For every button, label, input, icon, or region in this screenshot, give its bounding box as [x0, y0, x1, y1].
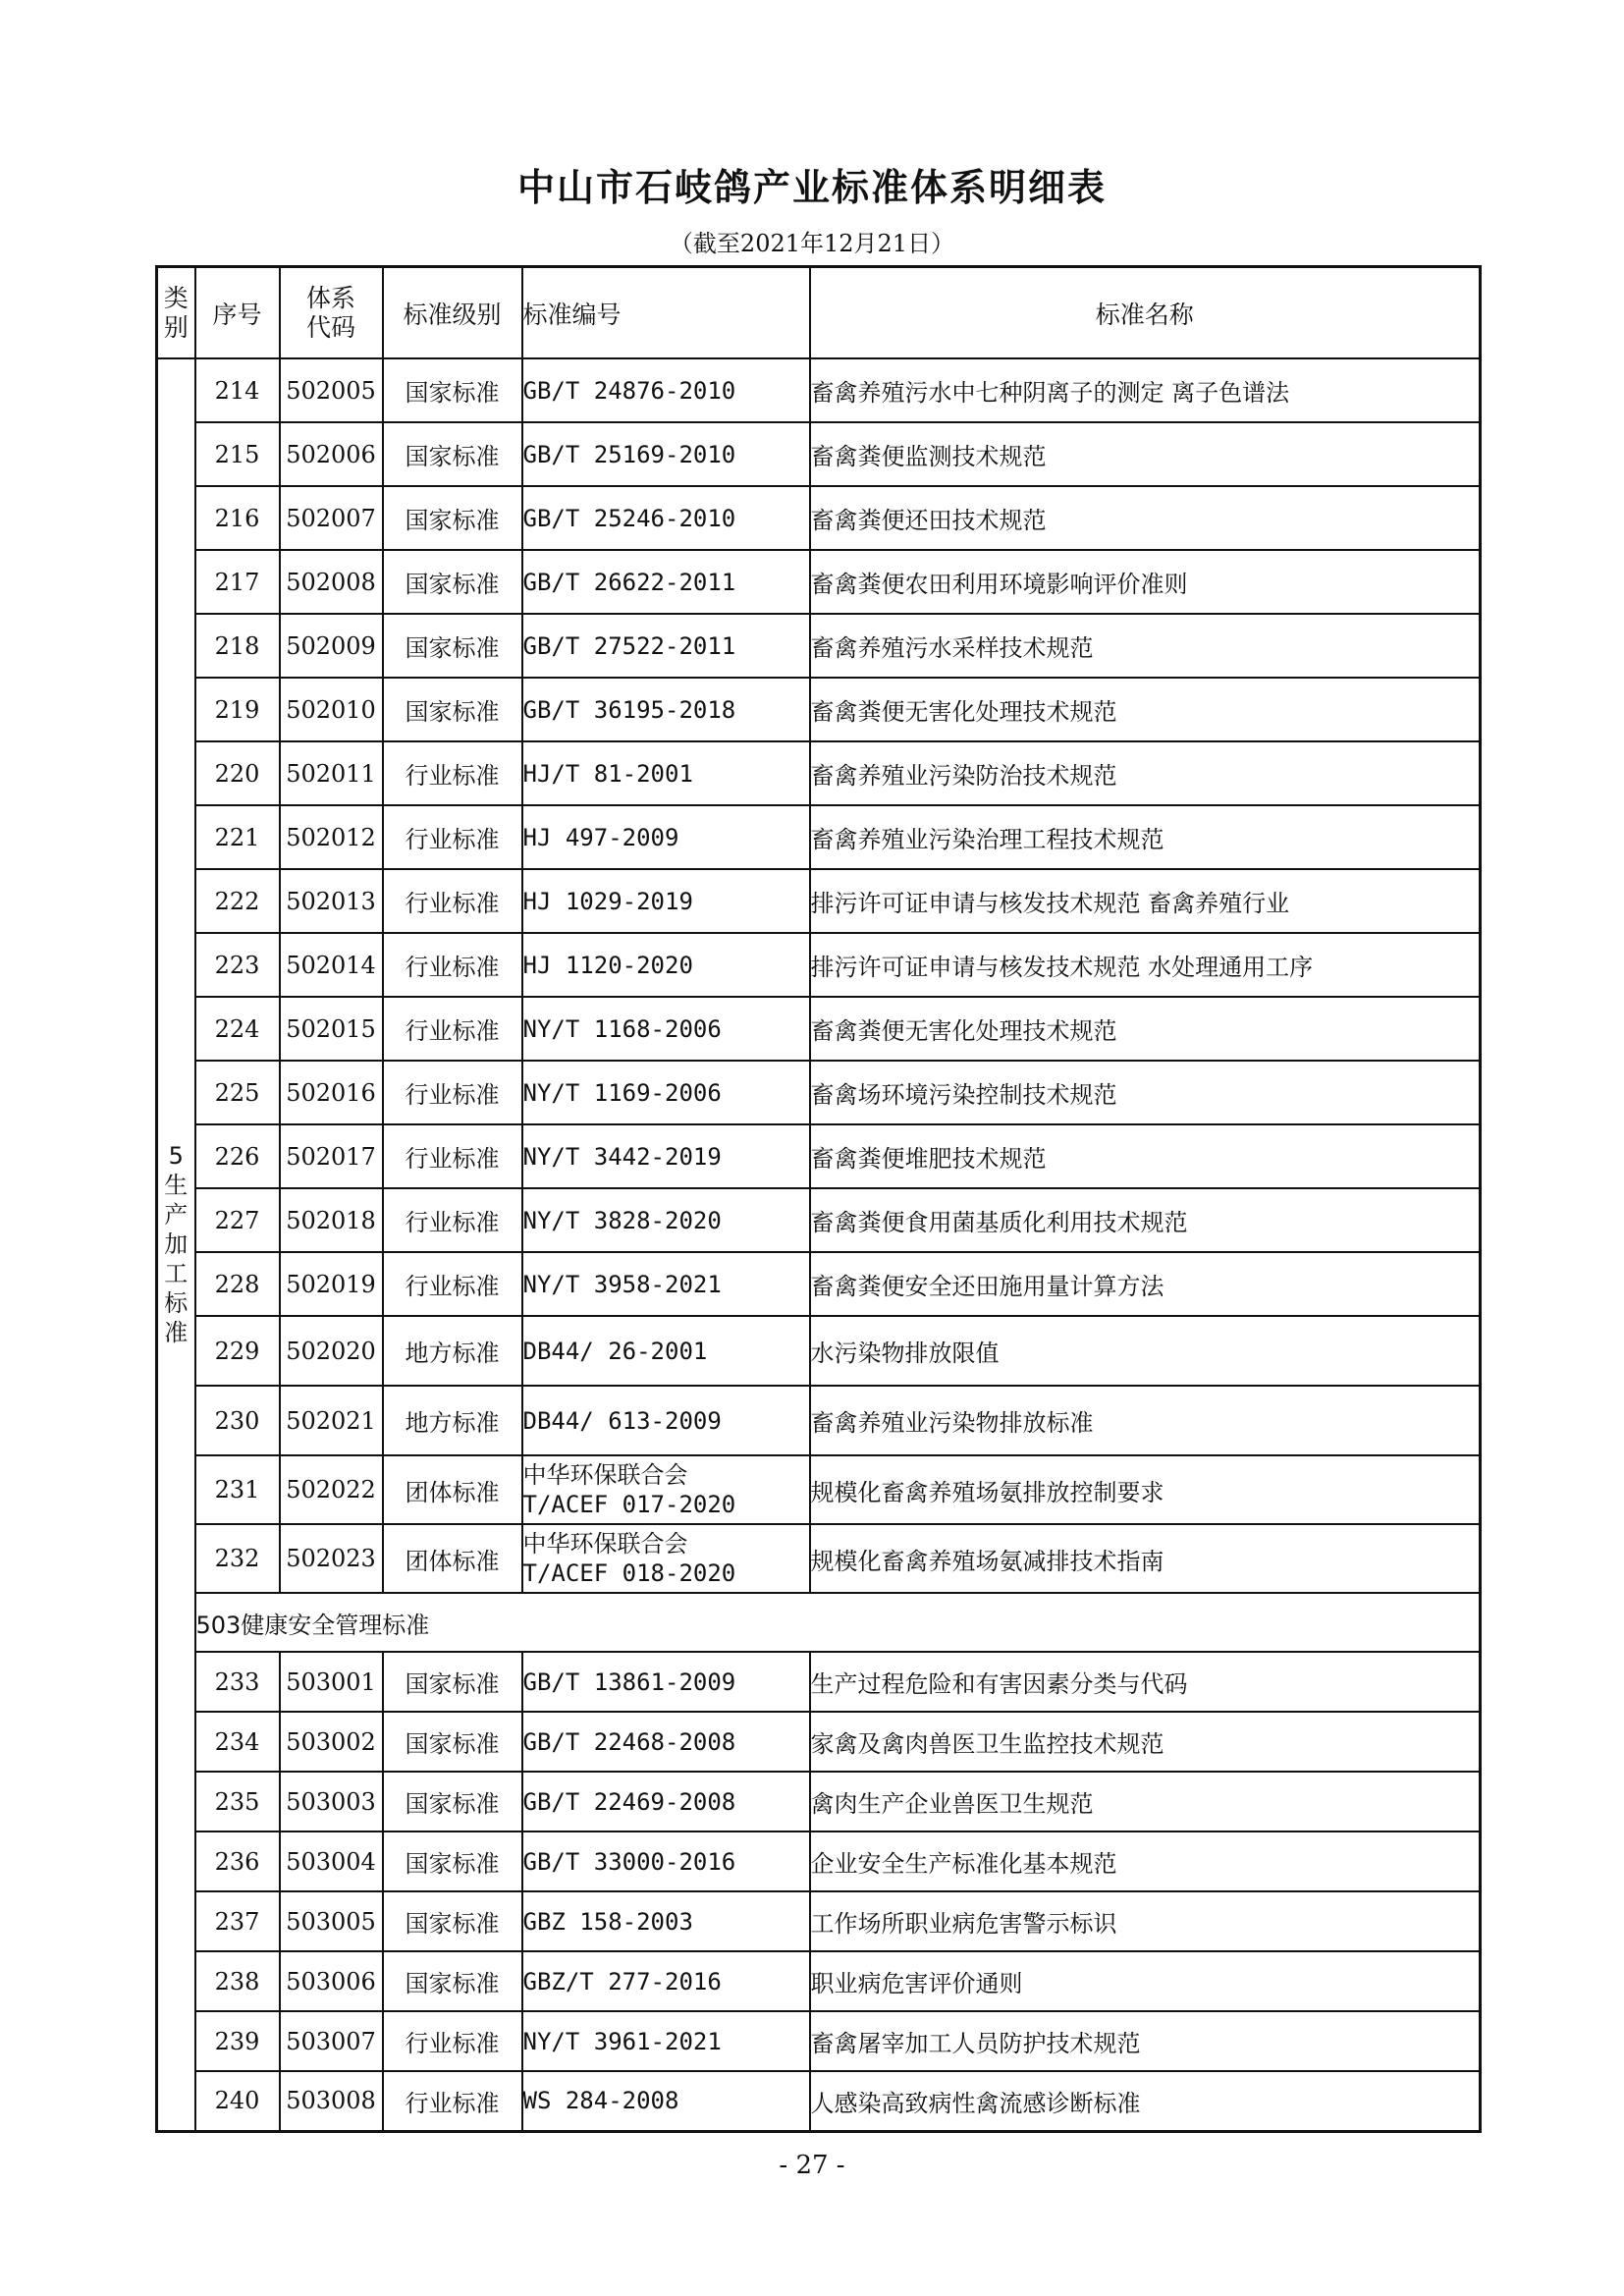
category-label: 5生产加工标准 — [164, 1142, 189, 1347]
seq-cell: 225 — [195, 1061, 280, 1124]
table-row — [157, 614, 1481, 678]
seq-cell: 233 — [195, 1652, 280, 1712]
number-cell: GB/T 26622-2011 — [522, 550, 810, 614]
name-cell: 规模化畜禽养殖场氨减排技术指南 — [810, 1524, 1481, 1593]
seq-cell: 228 — [195, 1252, 280, 1316]
table-row — [157, 1891, 1481, 1951]
number-cell: GB/T 33000-2016 — [522, 1831, 810, 1891]
seq-cell: 214 — [195, 358, 280, 422]
seq-cell: 215 — [195, 422, 280, 486]
seq-cell: 223 — [195, 933, 280, 997]
code-cell: 502012 — [280, 805, 383, 869]
table-row — [157, 1455, 1481, 1524]
code-cell: 503007 — [280, 2011, 383, 2071]
seq-cell: 222 — [195, 869, 280, 933]
table-row — [157, 2071, 1481, 2131]
table-row — [157, 1831, 1481, 1891]
name-cell: 生产过程危险和有害因素分类与代码 — [810, 1652, 1481, 1712]
header-seq: 序号 — [195, 267, 280, 359]
seq-cell: 230 — [195, 1386, 280, 1455]
level-cell: 国家标准 — [383, 358, 522, 422]
name-cell: 畜禽养殖业污染防治技术规范 — [810, 741, 1481, 805]
number-cell: HJ 497-2009 — [522, 805, 810, 869]
name-cell: 畜禽养殖业污染治理工程技术规范 — [810, 805, 1481, 869]
seq-cell: 220 — [195, 741, 280, 805]
seq-cell: 227 — [195, 1188, 280, 1252]
code-cell: 502022 — [280, 1455, 383, 1524]
level-cell: 国家标准 — [383, 486, 522, 550]
code-cell: 502019 — [280, 1252, 383, 1316]
number-cell: GBZ 158-2003 — [522, 1891, 810, 1951]
name-cell: 畜禽粪便农田利用环境影响评价准则 — [810, 550, 1481, 614]
seq-cell: 226 — [195, 1124, 280, 1188]
section-row — [157, 1593, 1481, 1652]
code-cell: 502008 — [280, 550, 383, 614]
code-cell: 503006 — [280, 1951, 383, 2011]
seq-cell: 217 — [195, 550, 280, 614]
table-row — [157, 741, 1481, 805]
level-cell: 行业标准 — [383, 2071, 522, 2131]
name-cell: 人感染高致病性禽流感诊断标准 — [810, 2071, 1481, 2131]
level-cell: 国家标准 — [383, 422, 522, 486]
number-cell: GB/T 24876-2010 — [522, 358, 810, 422]
table-row — [157, 422, 1481, 486]
name-cell: 水污染物排放限值 — [810, 1316, 1481, 1386]
code-cell: 502010 — [280, 678, 383, 741]
number-cell: NY/T 3961-2021 — [522, 2011, 810, 2071]
level-cell: 国家标准 — [383, 1951, 522, 2011]
header-level: 标准级别 — [383, 267, 522, 359]
page-title: 中山市石岐鸽产业标准体系明细表 — [516, 166, 1107, 209]
table-row — [157, 805, 1481, 869]
section-heading: 503健康安全管理标准 — [195, 1593, 1481, 1652]
name-cell: 畜禽粪便还田技术规范 — [810, 486, 1481, 550]
name-cell: 工作场所职业病危害警示标识 — [810, 1891, 1481, 1951]
code-cell: 502009 — [280, 614, 383, 678]
code-cell: 502006 — [280, 422, 383, 486]
table-row — [157, 933, 1481, 997]
number-cell: 中华环保联合会 T/ACEF 018-2020 — [522, 1524, 810, 1593]
code-cell: 502023 — [280, 1524, 383, 1593]
code-cell: 503008 — [280, 2071, 383, 2131]
name-cell: 禽肉生产企业兽医卫生规范 — [810, 1772, 1481, 1831]
number-cell: DB44/ 613-2009 — [522, 1386, 810, 1455]
code-cell: 502011 — [280, 741, 383, 805]
code-cell: 502020 — [280, 1316, 383, 1386]
number-cell: HJ/T 81-2001 — [522, 741, 810, 805]
level-cell: 国家标准 — [383, 1891, 522, 1951]
table-row — [157, 1252, 1481, 1316]
seq-cell: 234 — [195, 1712, 280, 1772]
code-cell: 502017 — [280, 1124, 383, 1188]
table-row — [157, 1652, 1481, 1712]
number-cell: GB/T 25169-2010 — [522, 422, 810, 486]
header-name: 标准名称 — [810, 267, 1481, 359]
level-cell: 国家标准 — [383, 1831, 522, 1891]
code-cell: 502007 — [280, 486, 383, 550]
seq-cell: 232 — [195, 1524, 280, 1593]
seq-cell: 237 — [195, 1891, 280, 1951]
level-cell: 行业标准 — [383, 1124, 522, 1188]
seq-cell: 236 — [195, 1831, 280, 1891]
table-row — [157, 1712, 1481, 1772]
table-row — [157, 1772, 1481, 1831]
seq-cell: 224 — [195, 997, 280, 1061]
name-cell: 畜禽养殖业污染物排放标准 — [810, 1386, 1481, 1455]
name-cell: 家禽及禽肉兽医卫生监控技术规范 — [810, 1712, 1481, 1772]
level-cell: 行业标准 — [383, 2011, 522, 2071]
number-cell: GB/T 27522-2011 — [522, 614, 810, 678]
code-cell: 502005 — [280, 358, 383, 422]
level-cell: 行业标准 — [383, 1188, 522, 1252]
level-cell: 行业标准 — [383, 1061, 522, 1124]
table-row — [157, 1316, 1481, 1386]
name-cell: 畜禽粪便堆肥技术规范 — [810, 1124, 1481, 1188]
level-cell: 国家标准 — [383, 550, 522, 614]
code-cell: 502013 — [280, 869, 383, 933]
number-cell: WS 284-2008 — [522, 2071, 810, 2131]
table-row — [157, 997, 1481, 1061]
level-cell: 国家标准 — [383, 678, 522, 741]
code-cell: 503005 — [280, 1891, 383, 1951]
header-category: 类别 — [157, 267, 195, 359]
name-cell: 职业病危害评价通则 — [810, 1951, 1481, 2011]
level-cell: 团体标准 — [383, 1455, 522, 1524]
level-cell: 行业标准 — [383, 741, 522, 805]
name-cell: 畜禽粪便食用菌基质化利用技术规范 — [810, 1188, 1481, 1252]
seq-cell: 239 — [195, 2011, 280, 2071]
number-cell: HJ 1120-2020 — [522, 933, 810, 997]
number-cell: 中华环保联合会 T/ACEF 017-2020 — [522, 1455, 810, 1524]
level-cell: 行业标准 — [383, 805, 522, 869]
seq-cell: 229 — [195, 1316, 280, 1386]
code-cell: 503004 — [280, 1831, 383, 1891]
code-cell: 503001 — [280, 1652, 383, 1712]
code-cell: 503002 — [280, 1712, 383, 1772]
table-row — [157, 550, 1481, 614]
seq-cell: 235 — [195, 1772, 280, 1831]
code-cell: 502015 — [280, 997, 383, 1061]
name-cell: 排污许可证申请与核发技术规范 水处理通用工序 — [810, 933, 1481, 997]
level-cell: 行业标准 — [383, 869, 522, 933]
name-cell: 企业安全生产标准化基本规范 — [810, 1831, 1481, 1891]
number-cell: GB/T 36195-2018 — [522, 678, 810, 741]
page-subtitle: （截至2021年12月21日） — [669, 230, 955, 257]
number-cell: GB/T 22469-2008 — [522, 1772, 810, 1831]
table-row — [157, 358, 1481, 422]
seq-cell: 219 — [195, 678, 280, 741]
seq-cell: 216 — [195, 486, 280, 550]
table-row — [157, 678, 1481, 741]
name-cell: 畜禽粪便无害化处理技术规范 — [810, 997, 1481, 1061]
level-cell: 地方标准 — [383, 1386, 522, 1455]
level-cell: 国家标准 — [383, 614, 522, 678]
number-cell: GB/T 25246-2010 — [522, 486, 810, 550]
table-row — [157, 869, 1481, 933]
name-cell: 畜禽粪便监测技术规范 — [810, 422, 1481, 486]
code-cell: 502018 — [280, 1188, 383, 1252]
table-row — [157, 1188, 1481, 1252]
table-row — [157, 486, 1481, 550]
header-number: 标准编号 — [522, 267, 810, 359]
number-cell: NY/T 1168-2006 — [522, 997, 810, 1061]
code-cell: 503003 — [280, 1772, 383, 1831]
name-cell: 畜禽养殖污水中七种阴离子的测定 离子色谱法 — [810, 358, 1481, 422]
category-cell — [157, 358, 195, 2131]
seq-cell: 231 — [195, 1455, 280, 1524]
page-number: - 27 - — [779, 2151, 845, 2180]
number-cell: GBZ/T 277-2016 — [522, 1951, 810, 2011]
code-cell: 502021 — [280, 1386, 383, 1455]
level-cell: 国家标准 — [383, 1652, 522, 1712]
table-row — [157, 1951, 1481, 2011]
level-cell: 国家标准 — [383, 1772, 522, 1831]
table-header-row — [157, 267, 1481, 359]
seq-cell: 238 — [195, 1951, 280, 2011]
level-cell: 行业标准 — [383, 1252, 522, 1316]
level-cell: 地方标准 — [383, 1316, 522, 1386]
number-cell: NY/T 3958-2021 — [522, 1252, 810, 1316]
number-cell: NY/T 3828-2020 — [522, 1188, 810, 1252]
name-cell: 规模化畜禽养殖场氨排放控制要求 — [810, 1455, 1481, 1524]
number-cell: GB/T 13861-2009 — [522, 1652, 810, 1712]
name-cell: 排污许可证申请与核发技术规范 畜禽养殖行业 — [810, 869, 1481, 933]
level-cell: 行业标准 — [383, 997, 522, 1061]
level-cell: 团体标准 — [383, 1524, 522, 1593]
code-cell: 502016 — [280, 1061, 383, 1124]
table-row — [157, 1386, 1481, 1455]
seq-cell: 218 — [195, 614, 280, 678]
standards-table — [155, 265, 1482, 2133]
number-cell: NY/T 3442-2019 — [522, 1124, 810, 1188]
level-cell: 行业标准 — [383, 933, 522, 997]
number-cell: DB44/ 26-2001 — [522, 1316, 810, 1386]
level-cell: 国家标准 — [383, 1712, 522, 1772]
header-code: 体系代码 — [280, 267, 383, 359]
name-cell: 畜禽粪便无害化处理技术规范 — [810, 678, 1481, 741]
number-cell: HJ 1029-2019 — [522, 869, 810, 933]
table-row — [157, 1061, 1481, 1124]
code-cell: 502014 — [280, 933, 383, 997]
name-cell: 畜禽粪便安全还田施用量计算方法 — [810, 1252, 1481, 1316]
table-row — [157, 2011, 1481, 2071]
table-row — [157, 1524, 1481, 1593]
name-cell: 畜禽场环境污染控制技术规范 — [810, 1061, 1481, 1124]
seq-cell: 221 — [195, 805, 280, 869]
name-cell: 畜禽屠宰加工人员防护技术规范 — [810, 2011, 1481, 2071]
number-cell: GB/T 22468-2008 — [522, 1712, 810, 1772]
seq-cell: 240 — [195, 2071, 280, 2131]
name-cell: 畜禽养殖污水采样技术规范 — [810, 614, 1481, 678]
number-cell: NY/T 1169-2006 — [522, 1061, 810, 1124]
table-row — [157, 1124, 1481, 1188]
